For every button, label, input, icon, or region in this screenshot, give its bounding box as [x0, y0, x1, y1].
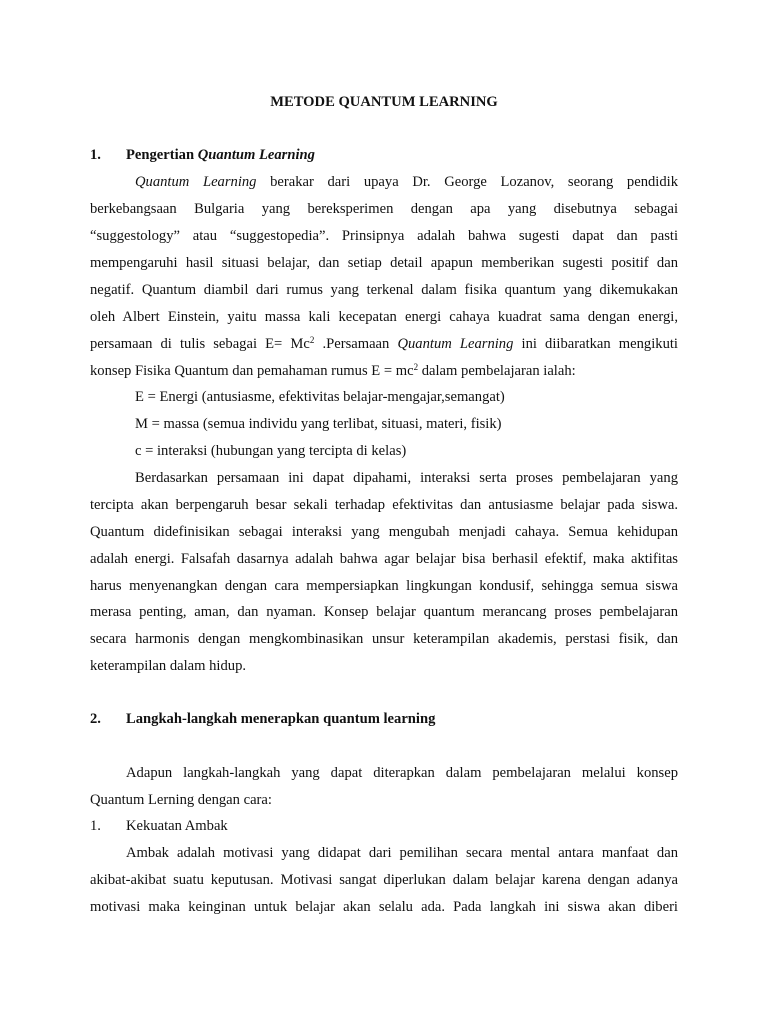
- paragraph-2-line-4: adalah energi. Falsafah dasarnya adalah bahwa agar belajar bisa berhasil efektif, maka aktifitas: [90, 551, 678, 567]
- paragraph-1-line-7-text-a: persamaan di tulis sebagai E= Mc: [90, 336, 310, 352]
- paragraph-2-line-1: Berdasarkan persamaan ini dapat dipahami, interaksi serta proses pembelajaran yang: [135, 470, 678, 486]
- paragraph-2-line-8: keterampilan dalam hidup.: [90, 658, 247, 674]
- paragraph-2-line-2: tercipta akan berpengaruh besar sekali terhadap efektivitas dan antusiasme belajar pada siswa.: [90, 497, 678, 513]
- paragraph-2-line-6: merasa penting, aman, dan nyaman. Konsep belajar quantum merancang proses pembelajaran: [90, 604, 678, 620]
- section-1-heading-italic: Quantum Learning: [197, 147, 315, 163]
- paragraph-1-line-5: negatif. Quantum diambil dari rumus yang terkenal dalam fisika quantum yang dikemukakan: [90, 282, 678, 298]
- paragraph-1-line-7: [90, 334, 678, 354]
- superscript-2: 2: [413, 362, 419, 372]
- paragraph-2-line-3: Quantum didefinisikan sebagai interaksi yang mengubah menjadi cahaya. Semua kehidupan: [90, 524, 678, 540]
- paragraph-1-line-2: berkebangsaan Bulgaria yang bereksperimen dengan apa yang disebutnya sebagai: [90, 201, 678, 217]
- list-item-1-title-text: Kekuatan Ambak: [126, 818, 228, 834]
- formula-energy: E = Energi (antusiasme, efektivitas belajar-mengajar,semangat): [135, 389, 505, 405]
- list-item-1-text-line-3: motivasi maka keinginan untuk belajar akan selalu ada. Pada langkah ini siswa akan diberi: [90, 899, 678, 915]
- paragraph-2-line-7: secara harmonis dengan mengkombinasikan unsur keterampilan akademis, perstasi fisik, dan: [90, 631, 678, 647]
- paragraph-1-line-3: “suggestology” atau “suggestopedia”. Prinsipnya adalah bahwa sugesti dapat dan pasti: [90, 228, 678, 244]
- paragraph-1-line-8-text-b: dalam pembelajaran ialah:: [418, 363, 576, 379]
- document-title: METODE QUANTUM LEARNING: [270, 94, 498, 110]
- quantum-learning-term: Quantum Learning: [397, 336, 514, 352]
- formula-mass: M = massa (semua individu yang terlibat, situasi, materi, fisik): [135, 416, 502, 432]
- paragraph-1-line-6: oleh Albert Einstein, yaitu massa kali kecepatan energi cahaya kuadrat sama dengan energi,: [90, 309, 678, 325]
- superscript-2: 2: [309, 335, 315, 345]
- paragraph-1-line-8-text-a: konsep Fisika Quantum dan pemahaman rumus E = mc: [90, 363, 414, 379]
- section-1-number: 1.: [90, 147, 101, 163]
- section-2-intro-line-1: Adapun langkah-langkah yang dapat diterapkan dalam pembelajaran melalui konsep: [126, 765, 678, 781]
- paragraph-1-line-1-text: berakar dari upaya Dr. George Lozanov, seorang pendidik: [256, 174, 679, 190]
- section-2-heading: [90, 709, 678, 729]
- formula-interaction: c = interaksi (hubungan yang tercipta di kelas): [135, 443, 407, 459]
- paragraph-1-line-4: mempengaruhi hasil situasi belajar, dan setiap detail apapun memberikan sugesti positif dan: [90, 255, 678, 271]
- list-item-1-text-line-2: akibat-akibat suatu keputusan. Motivasi sangat diperlukan dalam belajar karena dengan adanya: [90, 872, 678, 888]
- list-item-1-number: 1.: [90, 818, 101, 834]
- list-item-1-text-line-1: Ambak adalah motivasi yang didapat dari pemilihan secara mental antara manfaat dan: [126, 845, 678, 861]
- quantum-learning-term: Quantum Learning: [135, 174, 257, 190]
- section-2-number: 2.: [90, 711, 101, 727]
- section-1-heading-text: Pengertian: [126, 147, 198, 163]
- paragraph-1-line-8: [90, 361, 678, 381]
- list-item-1-title: [90, 816, 678, 836]
- section-2-heading-text: Langkah-langkah menerapkan quantum learning: [126, 711, 436, 727]
- paragraph-1-line-1: [135, 172, 678, 192]
- paragraph-2-line-5: harus menyenangkan dengan cara mempersiapkan lingkungan kondusif, sehingga semua siswa: [90, 578, 678, 594]
- section-1-heading: [90, 145, 678, 165]
- paragraph-1-line-7-text-c: ini diibaratkan mengikuti: [513, 336, 678, 352]
- section-2-intro-line-2: Quantum Lerning dengan cara:: [90, 792, 272, 808]
- paragraph-1-line-7-text-b: .Persamaan: [314, 336, 398, 352]
